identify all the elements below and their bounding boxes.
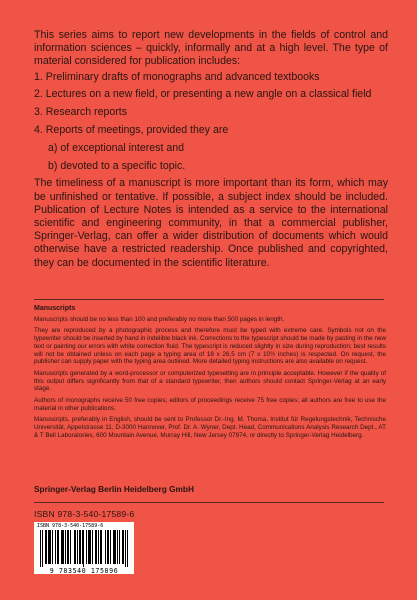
- barcode-bar: [108, 530, 109, 564]
- barcode-bars: [40, 530, 128, 567]
- divider-line: [34, 502, 384, 503]
- barcode-bar: [92, 530, 93, 564]
- barcode-bar: [123, 530, 124, 564]
- list-item: 2. Lectures on a new field, or presenting a new angle on a classical field: [34, 88, 372, 101]
- barcode-bar: [83, 530, 84, 567]
- barcode-bar: [65, 530, 66, 564]
- manuscripts-paragraph: They are reproduced by a photographic process and therefore must be typed with extreme care. Symbols not on the typewriter should be inserted by hand in indelible black ink. Corrections to the typescript should be made by pasting in the new text or painting our errors with white correction fluid. The typescript is reduced slightly in size during reproduction; best results will not be obtained unless on each page a typing area of 18 x 26,5 cm (7 x 10½ inches) is respected. On request, the publisher can supply paper with the typing area outlined. More detailed typing instructions are also available on request.: [34, 327, 386, 366]
- barcode-bar: [90, 530, 91, 564]
- barcode-bar: [122, 530, 123, 564]
- barcode-bar: [80, 530, 81, 564]
- material-list: [34, 71, 388, 173]
- barcode: [34, 522, 134, 574]
- barcode-bar: [107, 530, 108, 564]
- barcode-bar: [105, 530, 106, 564]
- barcode-bar: [127, 530, 128, 567]
- barcode-bar: [58, 530, 59, 564]
- barcode-bar: [63, 530, 64, 564]
- barcode-bar: [114, 530, 115, 564]
- barcode-bar: [74, 530, 75, 564]
- manuscripts-paragraph: Manuscripts generated by a word-processor or computerized typesetting are in principle acceptable. However if the quality of this output differs significantly from that of a standard typewriter, then authors should contact Springer-Verlag at an early stage.: [34, 369, 386, 393]
- barcode-bar: [117, 530, 118, 564]
- barcode-bar: [50, 530, 51, 564]
- list-item: 4. Reports of meetings, provided they are: [34, 124, 229, 136]
- barcode-bar: [79, 530, 80, 564]
- barcode-bar: [95, 530, 96, 564]
- barcode-bar: [70, 530, 71, 564]
- barcode-bar: [52, 530, 53, 564]
- barcode-bar: [113, 530, 114, 564]
- barcode-bar: [55, 530, 56, 564]
- barcode-bar: [62, 530, 63, 564]
- barcode-bar: [101, 530, 102, 564]
- publisher-name: Springer-Verlag Berlin Heidelberg GmbH: [34, 484, 194, 494]
- barcode-isbn-text: ISBN 978-3-540-17589-6: [37, 523, 104, 529]
- barcode-bar: [75, 530, 76, 564]
- barcode-bar: [98, 530, 99, 564]
- barcode-bar: [77, 530, 78, 564]
- barcode-bar: [46, 530, 47, 564]
- barcode-bar: [119, 530, 120, 564]
- series-description: [34, 29, 388, 270]
- barcode-bar: [115, 530, 116, 564]
- barcode-bar: [67, 530, 68, 564]
- manuscripts-heading: Manuscripts: [34, 305, 76, 312]
- barcode-bar: [48, 530, 49, 564]
- barcode-bar: [57, 530, 58, 564]
- barcode-bar: [40, 530, 41, 567]
- barcode-bar: [86, 530, 87, 564]
- divider-line: [34, 299, 384, 300]
- list-subitem: b) devoted to a specific topic.: [48, 159, 186, 172]
- manuscripts-paragraph: Manuscripts should be no less than 100 and preferably no more than 500 pages in length.: [34, 315, 285, 323]
- barcode-number: 9 783540 175896: [49, 567, 119, 575]
- barcode-bar: [49, 530, 50, 564]
- barcode-bar: [125, 530, 126, 567]
- barcode-bar: [88, 530, 89, 564]
- barcode-bar: [42, 530, 43, 567]
- manuscripts-paragraph: Authors of monographs receive 50 free copies; editors of proceedings receive 75 free copies; all authors are free to use the material in other publications.: [34, 397, 386, 412]
- isbn-text: ISBN 978-3-540-17589-6: [34, 509, 135, 519]
- barcode-bar: [68, 530, 69, 564]
- barcode-bar: [61, 530, 62, 564]
- barcode-bar: [110, 530, 111, 564]
- list-subitem: a) of exceptional interest and: [48, 141, 185, 154]
- barcode-bar: [96, 530, 97, 564]
- timeliness-paragraph: The timeliness of a manuscript is more important than its form, which may be unfinished or tentative. If possible, a subject index should be included. Publication of Lecture Notes is intended as a service to the international scientific and engineering community, in that a commercial publisher, Springer-Verlag, can offer a wider distribution of documents which would otherwise have a restricted readership. Once published and copyrighted, they can be documented in the scientific literature.: [34, 177, 388, 269]
- list-item: 3. Research reports: [34, 106, 128, 119]
- barcode-bar: [82, 530, 83, 564]
- list-item: 1. Preliminary drafts of monographs and advanced textbooks: [34, 70, 320, 83]
- manuscripts-section: [34, 305, 386, 444]
- barcode-bar: [45, 530, 46, 564]
- barcode-bar: [89, 530, 90, 564]
- intro-paragraph: This series aims to report new developments in the fields of control and information sciences – quickly, informally and at a high level. The type of material considered for publication includes:: [34, 29, 388, 68]
- barcode-bar: [100, 530, 101, 564]
- manuscripts-paragraph: Manuscripts, preferably in English, should be sent to Professor Dr.-Ing. M. Thoma, Institut für Regelungstechnik, Technische Universität, Appelstrasse 11, D-3000 Hannover, Prof. Dr. A. Wyner, Dept. Head, Communications Analysis Research Dept., AT & T Bell Laboratories, 600 Mountain Avenue, Murray Hill, New Jersey 07974, or directly to Springer-Verlag Heidelberg.: [34, 416, 386, 439]
